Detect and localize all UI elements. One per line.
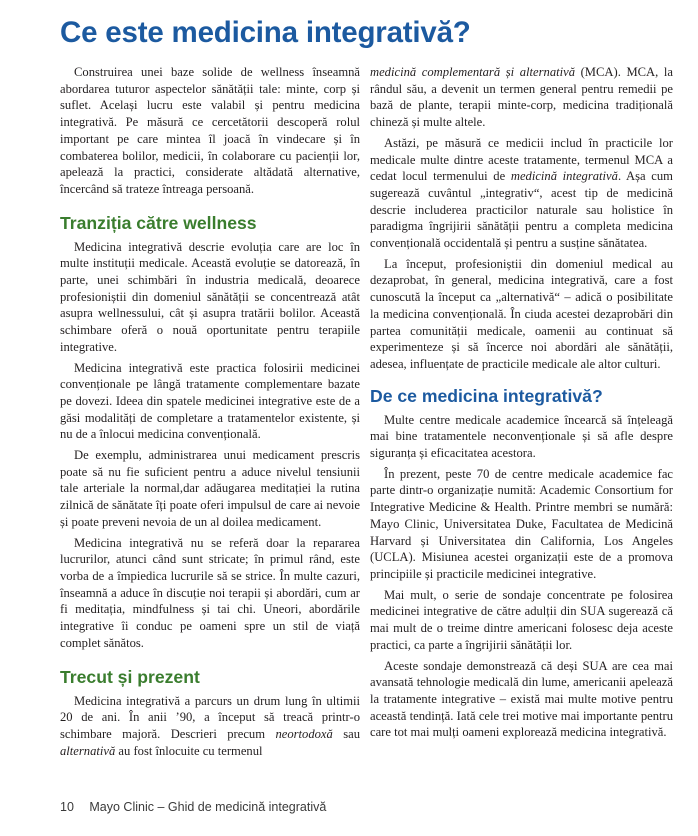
section-heading-de-ce: De ce medicina integrativă? — [370, 385, 603, 406]
section-heading-trecut: Trecut și prezent — [60, 666, 200, 687]
body-paragraph: Medicina integrativă nu se referă doar la repararea lucrurilor, atunci când sunt stricate; în primul rând, este vorba de a împiedica lucrurile să se strice. În multe cazuri, înseamnă a aduce în discuție noi terapii și abordări, cum ar fi meditația, mindfulness și tai chi. Uneori, abordările integrative îi conduc pe oameni spre un stil de viață complet sănătos. — [60, 535, 360, 650]
italic-term: medicină complementară și alternativă — [370, 65, 575, 79]
intro-paragraph: Construirea unei baze solide de wellness înseamnă abordarea tuturor aspectelor sănătății tale: minte, corp și suflet. Același lucru este valabil și pentru medicina integrativă. Pe măsură ce cercetătorii descoperă rolul important pe care mintea îl joacă în vindecare și în combaterea bolilor, medicii, în colaborare cu pacienții lor, apelează la practici, considerate altădată alternative, încercând să trateze întreaga persoană. — [60, 65, 360, 196]
body-paragraph: Medicina integrativă este practica folosirii medicinei convenționale pe lângă tratamente complementare bazate pe dovezi. Ideea din spatele medicinei integrative este de a găsi modalități de completare a tratamentelor existente, și nu de a înlocui medicina convențională. — [60, 360, 360, 442]
body-paragraph: Mai mult, o serie de sondaje concentrate pe folosirea medicinei integrative de către adulții din SUA sugerează că mai mult de o treime dintre americani folosesc deja aceste practici, ca parte a îngrijirii sănătății lor. — [370, 587, 673, 652]
page-number: 10 — [60, 800, 74, 814]
page-title: Ce este medicina integrativă? — [60, 16, 471, 49]
text-run: au fost înlocuite cu termenul — [115, 743, 263, 758]
body-paragraph: Medicina integrativă descrie evoluția care are loc în multe instituții medicale. Această evoluție se datorează, în parte, unei schimbări în industria medicală, deoarece profesioniștii din domeniul sănătății se concentrează atât asupra wellnessului, cât și asupra tratării bolilor. Această schimbare oferă o nouă oportunitate pentru terapiile integrative. — [60, 239, 360, 354]
italic-term: neortodoxă — [275, 726, 333, 741]
body-paragraph: La început, profesioniștii din domeniul medical au dezaprobat, în general, medicina integrativă, care a fost cunoscută la început ca „alternativă“ – adică o posibilitate la medicina convențională. În ciuda acestei dezaprobări din partea comunității medicale, oamenii au continuat să experimenteze și să încerce noi abordări ale sănătății, adesea, influențate de practicile medicale ale altor culturi. — [370, 256, 673, 371]
body-paragraph: Multe centre medicale academice încearcă să înțeleagă mai bine tratamentele neconvenționale și să afle despre siguranța și eficacitatea acestora. — [370, 412, 673, 461]
running-title: Mayo Clinic – Ghid de medicină integrativă — [89, 800, 327, 814]
body-paragraph-continued — [370, 64, 673, 131]
text-run: (MCA). MCA, la rândul său, a devenit un termen general pentru remedii pe bază de plante, terapii minte-corp, medicina tradițională chineză și multe altele. — [370, 65, 673, 130]
page-footer — [60, 800, 326, 814]
italic-term: medicină integrativă — [510, 169, 618, 184]
section-heading-tranzitia: Tranziția către wellness — [60, 212, 257, 233]
body-paragraph — [370, 135, 673, 252]
text-run: Astăzi, pe măsură ce medicii includ în practicile lor medicale multe dintre aceste tratamente, termenul MCA a cedat locul termenului de — [370, 135, 673, 184]
body-paragraph: În prezent, peste 70 de centre medicale academice fac parte dintr-o organizație numită: Academic Consortium for Integrative Medicine & Health. Printre membri se numără: Mayo Clinic, Universitatea Duke, Facultatea de Medicină Harvard și Universitatea din California, Los Angeles (UCLA). Misiunea acestei organizații este de a promova principiile și practicile medicinei integrative. — [370, 466, 673, 581]
text-run: Medicina integrativă a parcurs un drum lung în ultimii 20 de ani. În anii ’90, a început să treacă printr-o schimbare majoră. Descrieri precum — [60, 693, 360, 741]
body-paragraph — [60, 693, 360, 760]
text-run: . Așa cum sugerează cuvântul „integrativ“, acest tip de medicină descrie includerea practicilor naturale sau holistice în paradigma îngrijirii sănătății pentru a completa medicina convențională occidentală și pentru a susține sănătatea. — [370, 169, 673, 251]
italic-term: alternativă — [60, 743, 116, 758]
left-column — [60, 64, 360, 759]
text-run: sau — [332, 726, 361, 741]
right-column — [370, 64, 673, 741]
body-paragraph: De exemplu, administrarea unui medicament prescris poate să nu fie suficient pentru a aduce nivelul tensiunii tale arteriale la normal,dar adăugarea meditației la rutina zilnică de sănătate îți poate oferi impulsul de care ai nevoie și poate preveni nevoia de un al doilea medicament. — [60, 448, 360, 529]
body-paragraph: Aceste sondaje demonstrează că deși SUA are cea mai avansată tehnologie medicală din lume, americanii apelează la tratamente integrative – există mai multe motive pentru această tendință. Iată cele trei motive mai importante pentru care tot mai mulți oameni explorează medicina integrativă. — [370, 658, 673, 740]
